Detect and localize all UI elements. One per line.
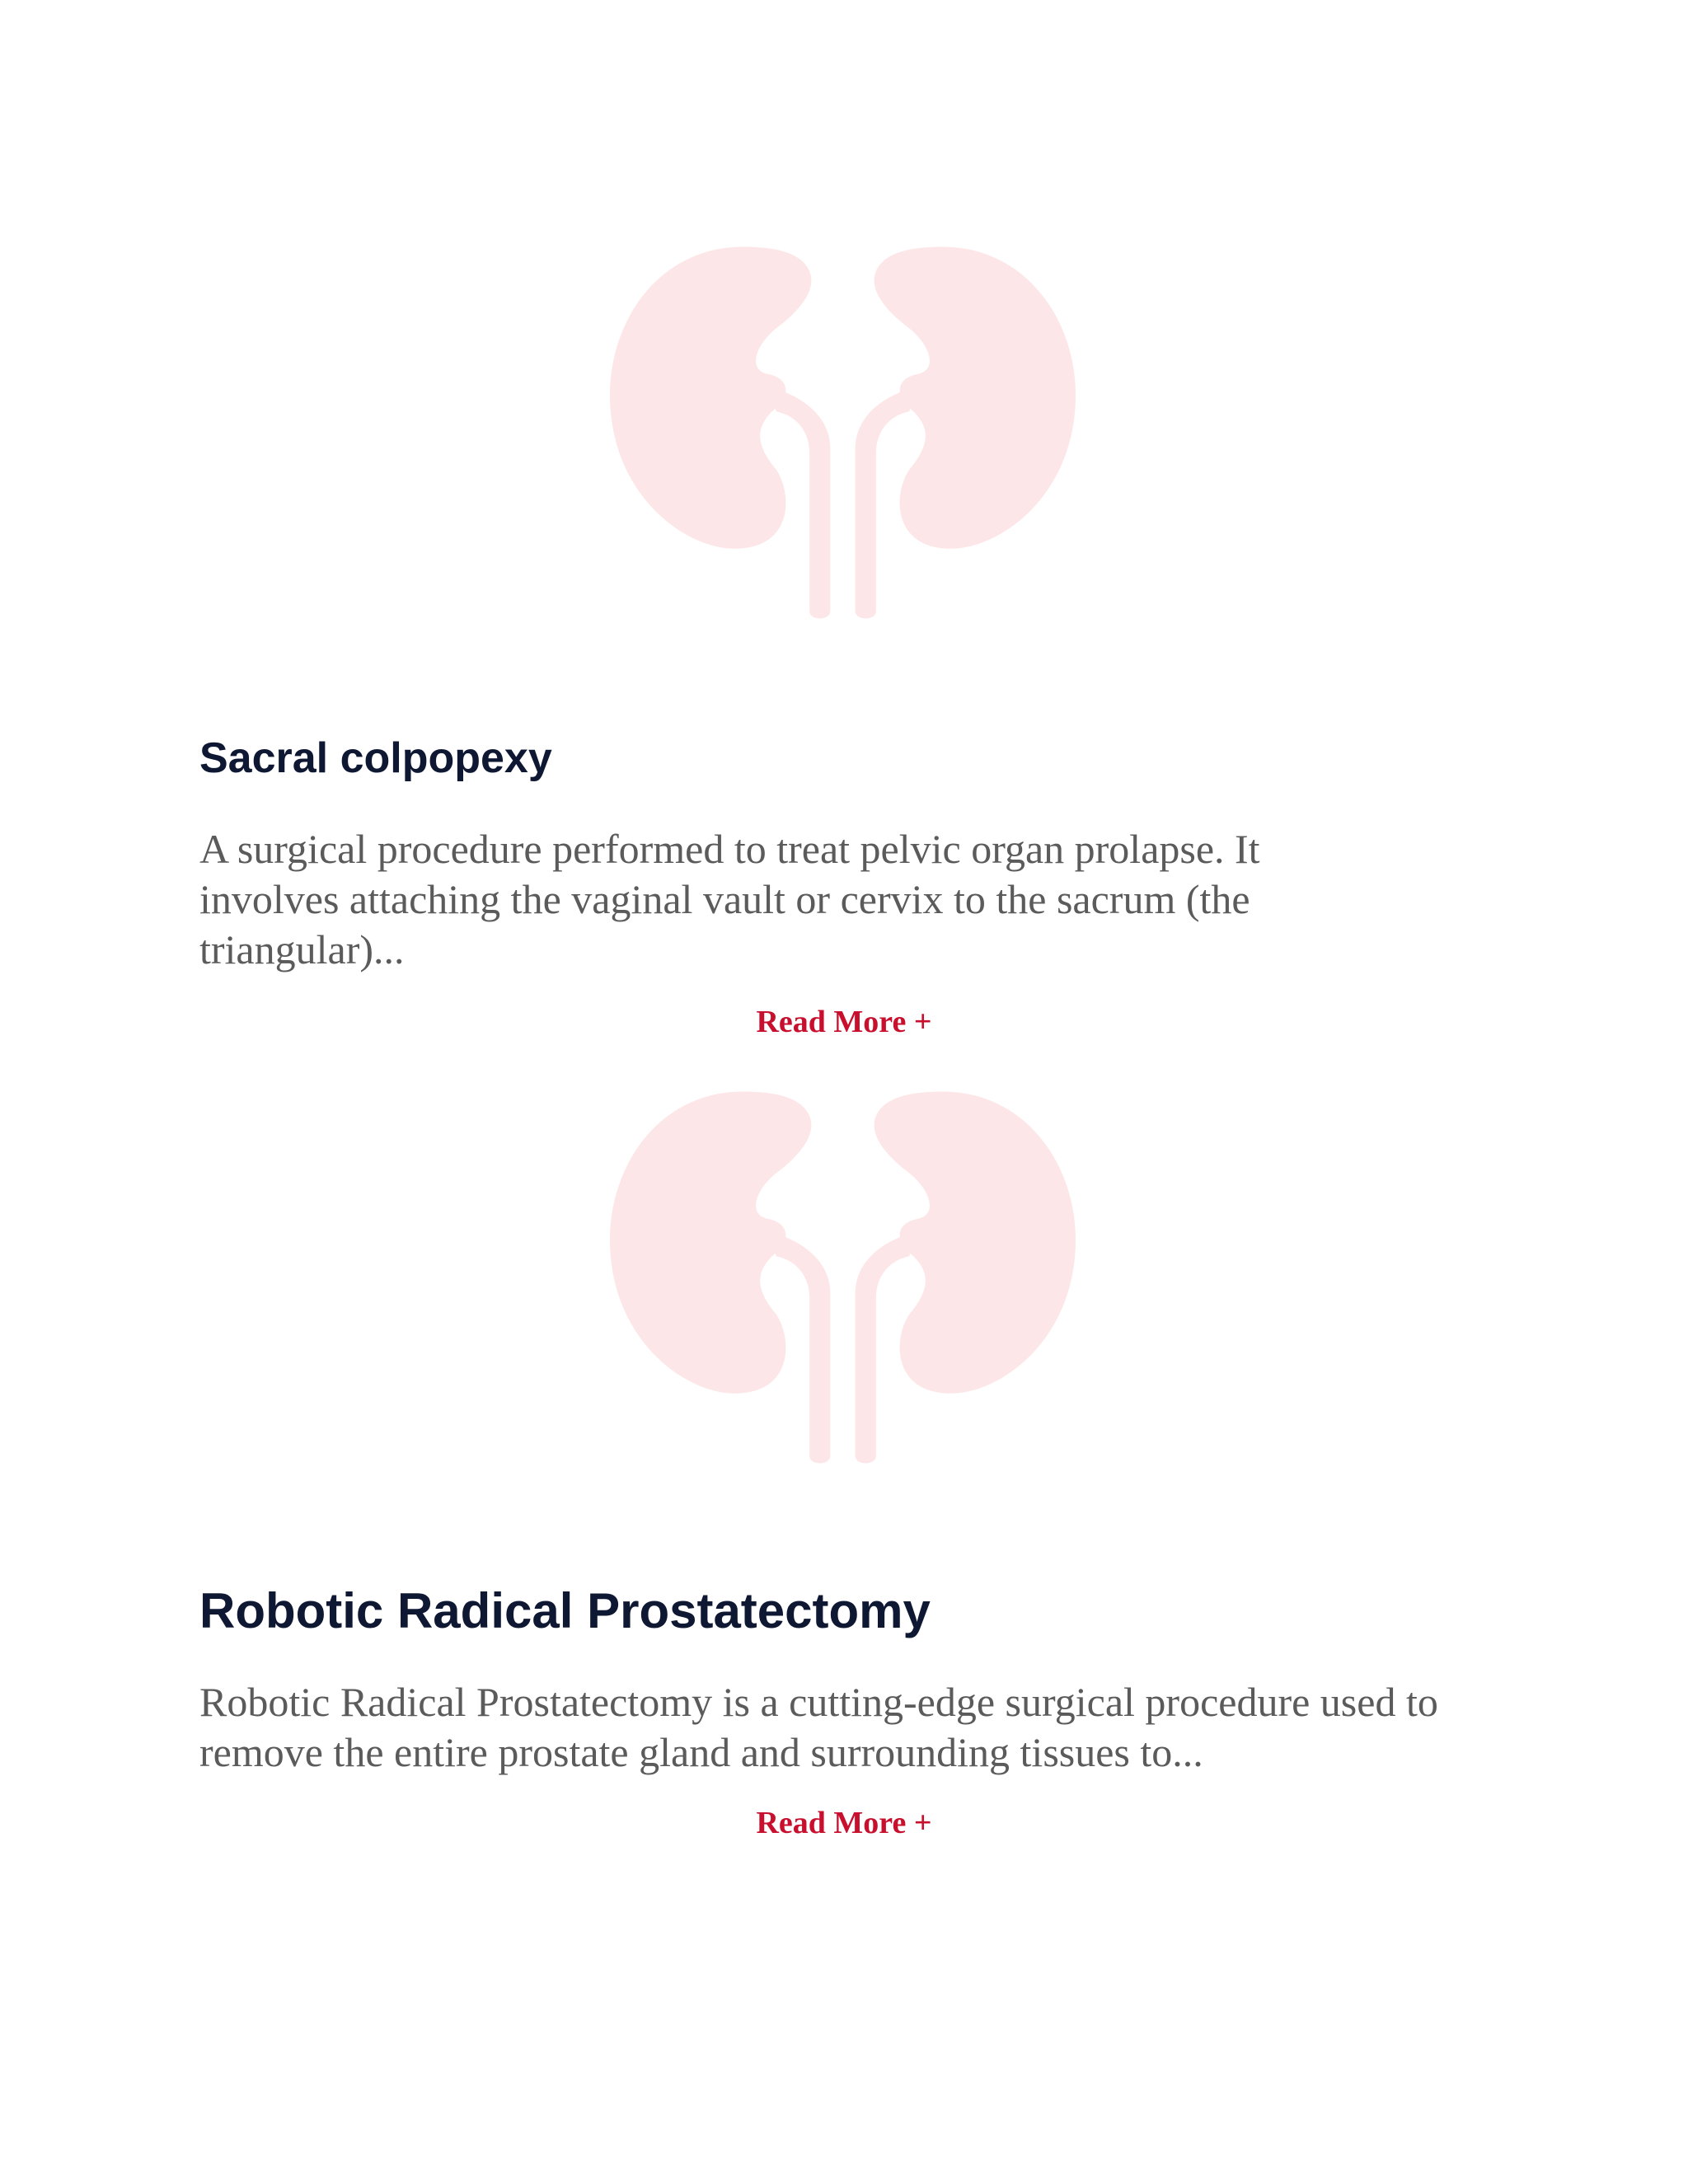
service-card — [0, 0, 1688, 1071]
card-title: Sacral colpopexy — [199, 734, 552, 782]
card-title: Robotic Radical Prostatectomy — [199, 1583, 931, 1638]
read-more-link[interactable]: Read More + — [756, 1806, 932, 1840]
read-more-link[interactable]: Read More + — [756, 1005, 932, 1039]
kidney-icon — [610, 245, 1076, 620]
service-card — [0, 1071, 1688, 2184]
card-description: Robotic Radical Prostatectomy is a cutting-edge surgical procedure used to remove the entire prostate gland and surrounding tissues to... — [199, 1679, 1438, 1775]
kidney-icon — [610, 1090, 1076, 1465]
card-description: A surgical procedure performed to treat pelvic organ prolapse. It involves attaching the vaginal vault or cervix to the sacrum (the triangular)... — [199, 826, 1260, 972]
